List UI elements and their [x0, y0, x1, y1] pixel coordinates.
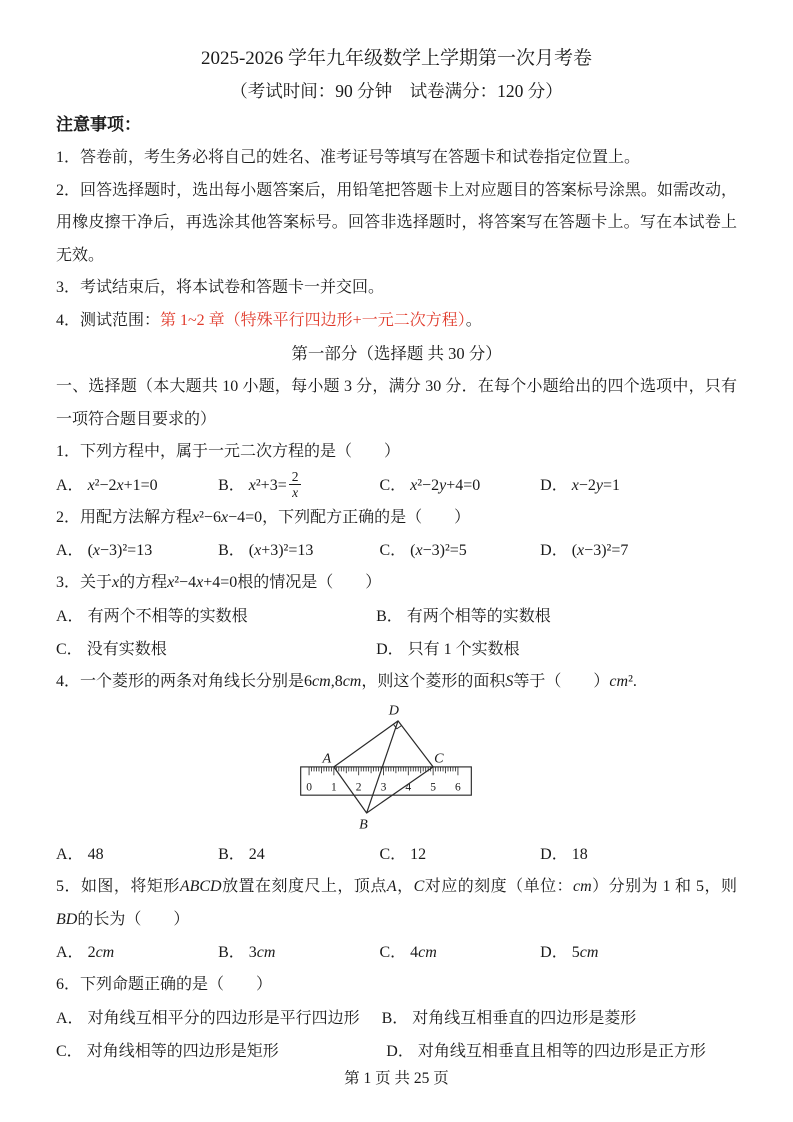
svg-text:3: 3 [380, 781, 386, 794]
question-1-stem: 1．下列方程中，属于一元二次方程的是（ ） [56, 443, 401, 460]
q5-option-d [540, 936, 737, 969]
option-label: A． [56, 1009, 84, 1027]
option-text: x²+3= $\frac{2}{x}$ [249, 477, 302, 494]
ruler-rectangle-diagram [297, 702, 497, 836]
exam-info: （考试时间：90 分钟 试卷满分：120 分） [230, 81, 563, 101]
vertex-label-A: A [322, 750, 331, 767]
question-4-options [56, 838, 737, 871]
notice-item-1: 1．答卷前，考生务必将自己的姓名、准考证号等填写在答题卡和试卷指定位置上。 [56, 149, 641, 166]
section-1-intro: 一、选择题（本大题共 10 小题，每小题 3 分，满分 30 分．在每个小题给出的四个选项中，只有一项符合题目要求的） [56, 378, 737, 428]
q5-option-c [379, 936, 540, 969]
q1-option-c [379, 469, 540, 502]
question-6-options-row-1 [56, 1002, 737, 1035]
option-text: (x+3)²=13 [248, 542, 314, 559]
test-scope-highlight: 第 1~2 章（特殊平行四边形+一元二次方程） [160, 311, 466, 329]
q5-option-a [56, 936, 218, 969]
option-text: 对角线互相垂直且相等的四边形是正方形 [417, 1042, 706, 1060]
option-text: 3cm [248, 944, 276, 961]
option-label: B． [381, 1009, 409, 1027]
q6-option-d [386, 1035, 737, 1068]
q4-option-d [540, 838, 737, 871]
q3-option-a [56, 600, 376, 633]
question-5-figure [56, 702, 737, 836]
question-2-options [56, 534, 737, 567]
svg-text:5: 5 [429, 781, 436, 794]
vertex-label-D: D [388, 702, 399, 719]
q2-option-d [540, 534, 737, 567]
question-5-stem: 5．如图，将矩形ABCD放置在刻度尺上，顶点A，C对应的刻度（单位：cm）分别为 1 和 5，则BD的长为（ ） [56, 878, 737, 928]
option-label: B． [218, 476, 245, 494]
option-label: B． [218, 846, 245, 863]
test-scope-suffix: 。 [465, 311, 482, 329]
q4-option-b [218, 838, 379, 871]
q3-option-d [376, 633, 737, 666]
option-label: C． [56, 640, 83, 658]
option-label: A． [56, 944, 84, 961]
svg-text:6: 6 [454, 781, 461, 794]
q1-option-d [540, 469, 737, 502]
svg-text:4: 4 [404, 781, 411, 794]
q3-option-b [376, 600, 737, 633]
option-label: C． [379, 542, 407, 559]
option-text: 有两个相等的实数根 [406, 607, 551, 625]
option-text: 没有实数根 [86, 640, 167, 658]
option-text: 18 [571, 846, 588, 863]
question-6-options-row-2 [56, 1035, 737, 1068]
notice-item-4 [56, 305, 737, 338]
option-label: A． [56, 607, 84, 625]
option-label: D． [540, 542, 568, 559]
option-label: D． [386, 1042, 414, 1060]
option-label: B． [218, 944, 245, 961]
option-text: 4cm [410, 944, 437, 961]
option-text: (x−3)²=13 [87, 542, 153, 559]
option-text: x−2y=1 [571, 476, 620, 494]
question-3-stem: 3．关于x的方程x²−4x+4=0根的情况是（ ） [56, 574, 382, 591]
option-label: A． [56, 476, 84, 494]
question-3-options-row-2 [56, 633, 737, 666]
page-title: 2025-2026 学年九年级数学上学期第一次月考卷 [200, 48, 593, 69]
option-text: 有两个不相等的实数根 [87, 607, 248, 625]
option-label: D． [540, 846, 568, 863]
q2-option-a [56, 534, 218, 567]
option-text: 对角线互相垂直的四边形是菱形 [412, 1009, 637, 1027]
q6-option-b [382, 1002, 637, 1035]
option-text: 24 [248, 846, 265, 863]
option-text: x²−2y+4=0 [410, 476, 481, 494]
q6-option-a [56, 1002, 360, 1035]
right-angle-mark [393, 724, 401, 729]
option-text: 12 [410, 846, 427, 863]
option-text: 对角线相等的四边形是矩形 [86, 1042, 279, 1060]
svg-text:1: 1 [330, 781, 337, 794]
notice-item-2: 2．回答选择题时，选出每小题答案后，用铅笔把答题卡上对应题目的答案标号涂黑。如需改动，用橡皮擦干净后，再选涂其他答案标号。回答非选择题时，将答案写在答题卡上。写在本试卷上无效。 [56, 181, 737, 264]
option-text: 2cm [87, 944, 115, 961]
q1-option-b [218, 469, 379, 502]
option-text: 48 [87, 846, 104, 863]
option-label: B． [376, 607, 403, 625]
question-5-options [56, 936, 737, 969]
q3-option-c [56, 633, 376, 666]
vertex-label-C: C [433, 750, 444, 767]
option-text: (x−3)²=7 [571, 542, 629, 559]
question-2-stem: 2．用配方法解方程x²−6x−4=0，下列配方正确的是（ ） [56, 508, 471, 526]
q1-option-a [56, 469, 218, 502]
option-label: C． [379, 476, 407, 494]
option-label: D． [540, 944, 568, 961]
q6-option-c [56, 1035, 386, 1068]
ruler [300, 767, 471, 795]
q2-option-b [218, 534, 379, 567]
option-label: C． [379, 944, 407, 961]
question-4-stem: 4．一个菱形的两条对角线长分别是6cm,8cm，则这个菱形的面积S等于（ ）cm². [56, 672, 637, 690]
svg-text:2: 2 [355, 781, 362, 794]
option-label: D． [540, 476, 568, 494]
q5-option-b [218, 936, 379, 969]
question-3-options-row-1 [56, 600, 737, 633]
test-scope-prefix: 4．测试范围： [56, 311, 161, 329]
option-label: A． [56, 846, 84, 863]
option-label: C． [379, 846, 407, 863]
q4-option-a [56, 838, 218, 871]
option-label: C． [56, 1042, 83, 1060]
option-text: x²−2x+1=0 [87, 476, 158, 494]
option-label: B． [218, 542, 245, 559]
q2-option-c [379, 534, 540, 567]
footer-page-number: 第 1 页 共 25 页 [344, 1069, 449, 1087]
svg-text:0: 0 [305, 781, 312, 794]
question-6-stem: 6．下列命题正确的是（ ） [56, 976, 273, 993]
section-1-title: 第一部分（选择题 共 30 分） [291, 344, 502, 363]
notice-item-3: 3．考试结束后，将本试卷和答题卡一并交回。 [56, 279, 385, 296]
q4-option-c [379, 838, 540, 871]
option-text: 对角线互相平分的四边形是平行四边形 [87, 1009, 360, 1027]
option-text: (x−3)²=5 [410, 542, 467, 559]
option-label: D． [376, 640, 404, 658]
notice-heading: 注意事项： [56, 115, 141, 134]
option-text: 5cm [571, 944, 599, 961]
option-label: A． [56, 542, 84, 559]
question-1-options [56, 469, 737, 502]
vertex-label-B: B [358, 816, 368, 833]
option-text: 只有 1 个实数根 [407, 640, 520, 658]
